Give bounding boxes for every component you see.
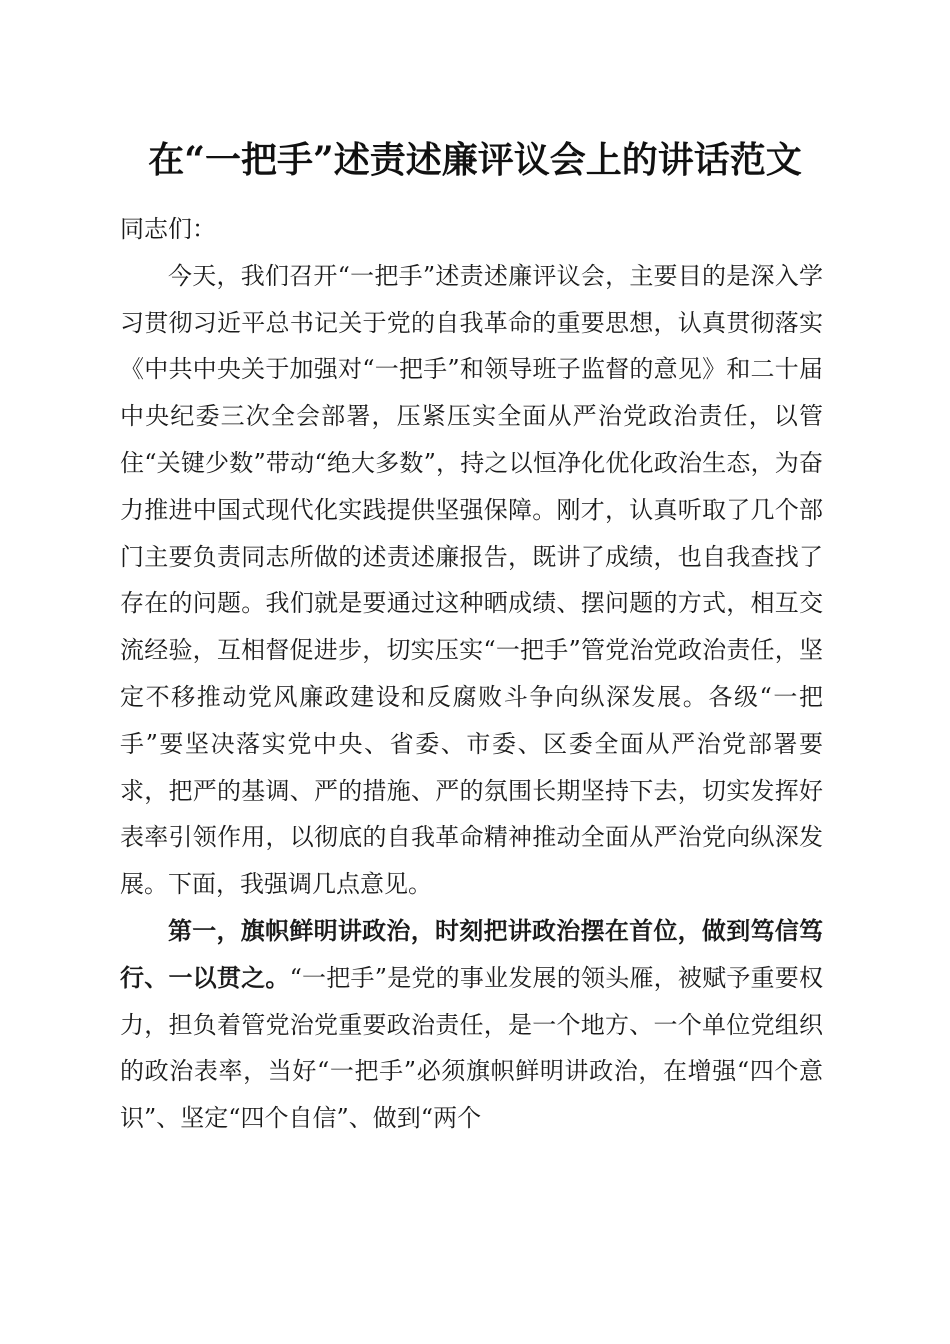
point-heading: 第一，旗帜鲜明讲政治，时刻把讲政治摆在首位，做到笃信笃行、一以贯之。 — [120, 915, 823, 992]
document-body — [120, 206, 823, 1142]
paragraph-intro — [120, 253, 823, 908]
paragraph-point-one — [120, 908, 823, 1142]
paragraph-text: 今天，我们召开“一把手”述责述廉评议会，主要目的是深入学习贯彻习近平总书记关于党的自我革命的重要思想，认真贯彻落实《中共中央关于加强对“一把手”和领导班子监督的意见》和二十届中央纪委三次全会部署，压紧压实全面从严治党政治责任，以管住“关键少数”带动“绝大多数”，持之以恒净化优化政治生态，为奋力推进中国式现代化实践提供坚强保障。刚才，认真听取了几个部门主要负责同志所做的述责述廉报告，既讲了成绩，也自我查找了存在的问题。我们就是要通过这种晒成绩、摆问题的方式，相互交流经验，互相督促进步，切实压实“一把手”管党治党政治责任，坚定不移推动党风廉政建设和反腐败斗争向纵深发展。各级“一把手”要坚决落实党中央、省委、市委、区委全面从严治党部署要求，把严的基调、严的措施、严的氛围长期坚持下去，切实发挥好表率引领作用，以彻底的自我革命精神推动全面从严治党向纵深发展。下面，我强调几点意见。 — [120, 261, 823, 899]
document-title: 在“一把手”述责述廉评议会上的讲话范文 — [148, 139, 802, 181]
paragraph-text: “一把手”是党的事业发展的领头雁，被赋予重要权力，担负着管党治党重要政治责任，是一个地方、一个单位党组织的政治表率，当好“一把手”必须旗帜鲜明讲政治，在增强“四个意识”、坚定“四个自信”、做到“两个 — [120, 963, 823, 1133]
salutation: 同志们： — [120, 215, 216, 243]
